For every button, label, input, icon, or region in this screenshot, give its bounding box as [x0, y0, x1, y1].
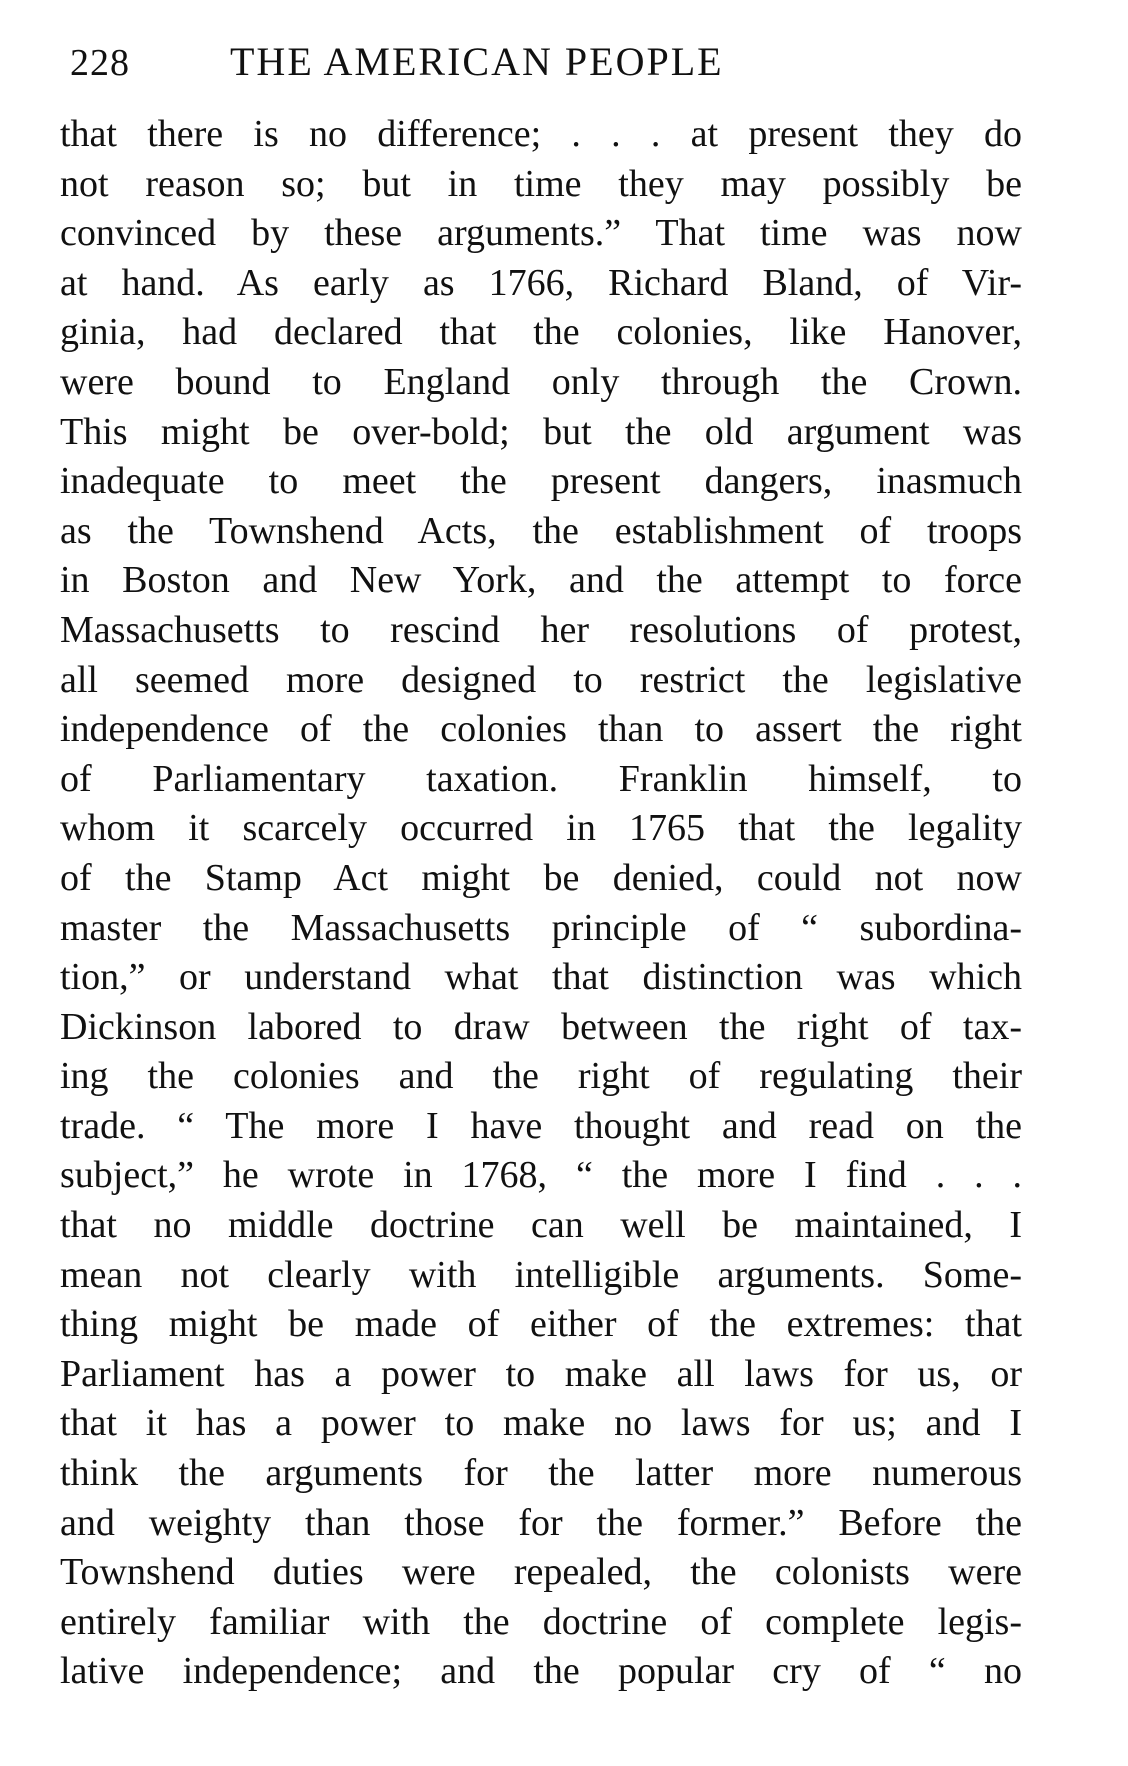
- running-head: [70, 38, 840, 98]
- text-line: independence of the colonies than to assert the right: [60, 708, 1022, 751]
- body-text: [60, 110, 1022, 1697]
- text-line: all seemed more designed to restrict the legislative: [60, 658, 1022, 701]
- text-line: entirely familiar with the doctrine of complete legis-: [60, 1600, 1022, 1643]
- text-line: think the arguments for the latter more numerous: [60, 1452, 1022, 1495]
- text-line: that no middle doctrine can well be maintained, I: [60, 1204, 1022, 1247]
- text-line: and weighty than those for the former.” Before the: [60, 1501, 1022, 1544]
- text-line: Townshend duties were repealed, the colonists were: [60, 1551, 1022, 1594]
- text-line: in Boston and New York, and the attempt to force: [60, 559, 1022, 602]
- text-line: tion,” or understand what that distinction was which: [60, 956, 1022, 999]
- text-line: ginia, had declared that the colonies, like Hanover,: [60, 311, 1022, 354]
- text-line: lative independence; and the popular cry of “ no: [60, 1650, 1022, 1693]
- text-line: This might be over-bold; but the old argument was: [60, 410, 1022, 453]
- text-line: that it has a power to make no laws for us; and I: [60, 1402, 1022, 1445]
- text-line: subject,” he wrote in 1768, “ the more I find . . .: [60, 1154, 1022, 1197]
- text-line: not reason so; but in time they may possibly be: [60, 162, 1022, 205]
- text-line: trade. “ The more I have thought and read on the: [60, 1104, 1022, 1147]
- text-line: ing the colonies and the right of regulating their: [60, 1055, 1022, 1098]
- text-line: thing might be made of either of the extremes: that: [60, 1303, 1022, 1346]
- text-line: at hand. As early as 1766, Richard Bland, of Vir-: [60, 261, 1022, 304]
- running-title: THE AMERICAN PEOPLE: [230, 39, 724, 84]
- text-line: were bound to England only through the Crown.: [60, 360, 1022, 403]
- text-line: that there is no difference; . . . at present they do: [60, 113, 1022, 155]
- text-line: Parliament has a power to make all laws for us, or: [60, 1352, 1022, 1395]
- text-line: of the Stamp Act might be denied, could not now: [60, 856, 1022, 899]
- text-line: mean not clearly with intelligible arguments. Some-: [60, 1253, 1022, 1296]
- text-line: of Parliamentary taxation. Franklin himself, to: [60, 757, 1022, 800]
- text-line: Dickinson labored to draw between the right of tax-: [60, 1005, 1022, 1048]
- text-line: whom it scarcely occurred in 1765 that the legality: [60, 807, 1022, 850]
- text-line: Massachusetts to rescind her resolutions of protest,: [60, 608, 1022, 651]
- text-line: inadequate to meet the present dangers, inasmuch: [60, 460, 1022, 503]
- text-line: as the Townshend Acts, the establishment of troops: [60, 509, 1022, 552]
- text-line: convinced by these arguments.” That time was now: [60, 212, 1022, 255]
- page-number: 228: [70, 42, 130, 84]
- text-line: master the Massachusetts principle of “ subordina-: [60, 906, 1022, 949]
